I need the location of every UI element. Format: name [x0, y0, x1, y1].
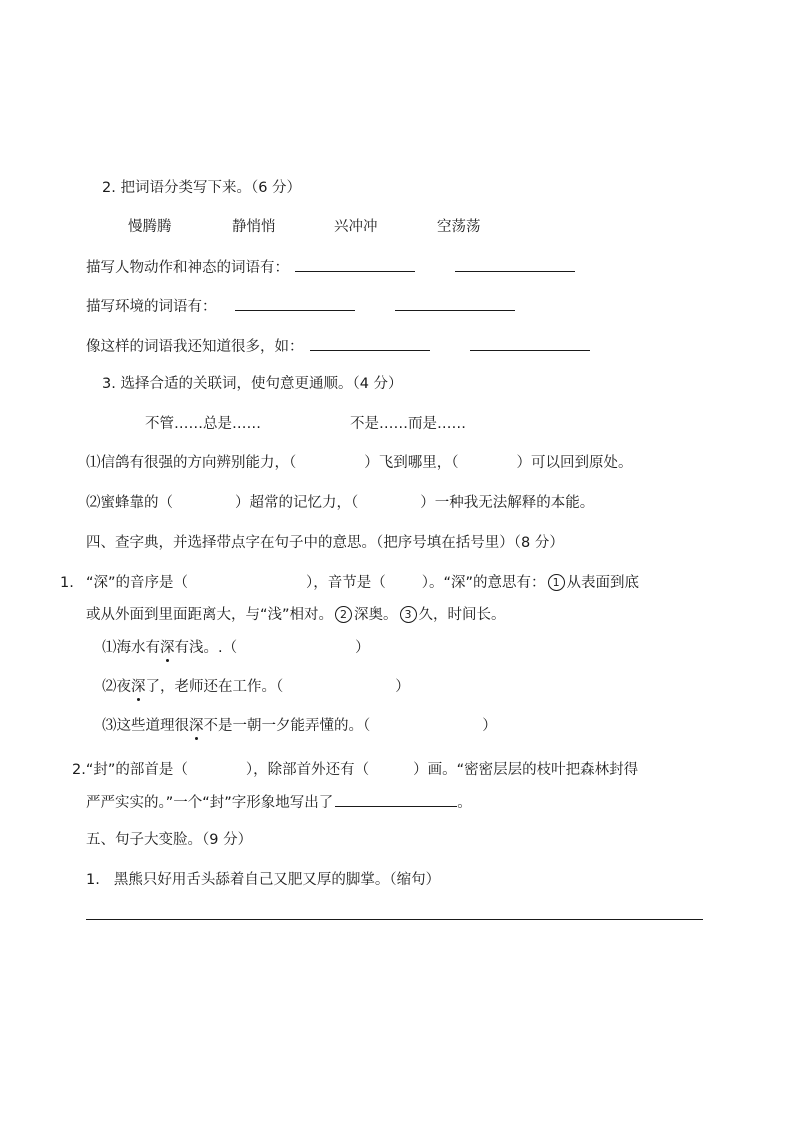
s4-s1-post: 有浅。.（	[174, 640, 238, 656]
q2-line-1	[86, 257, 575, 278]
s4-sentence-3	[102, 716, 497, 736]
s4-item2-a: 2.“封”的部首是（	[72, 762, 188, 778]
answer-blank[interactable]	[455, 257, 575, 272]
section4-title: 四、查字典，并选择带点字在句子中的意思。（把序号填在括号里）（8 分）	[86, 535, 564, 551]
s4-item2-c: ）画。“密密层层的枝叶把森林封得	[413, 762, 639, 778]
q3-s1-part-b: ）飞到哪里，（	[364, 455, 459, 471]
dotted-char: 深	[160, 640, 175, 656]
s4-item1-f: 深奥。	[354, 607, 398, 623]
s4-s2-end: ）	[395, 679, 410, 695]
circled-number-3: 3	[400, 606, 417, 623]
s4-item1-b: ），音节是（	[306, 575, 386, 591]
s4-s1-end: ）	[355, 640, 370, 656]
word-2: 静悄悄	[232, 219, 276, 235]
s4-item1-d: 从表面到底	[566, 575, 640, 591]
answer-blank[interactable]	[395, 296, 515, 311]
s4-s3-end: ）	[482, 718, 497, 734]
s4-s2-pre: ⑵夜	[102, 679, 131, 695]
circled-number-2: 2	[335, 606, 352, 623]
s4-item1-line2	[86, 605, 506, 625]
q3-s2-part-a: ⑵蜜蜂靠的（	[86, 495, 173, 511]
q2-title: 2. 把词语分类写下来。（6 分）	[102, 180, 302, 196]
word-3: 兴冲冲	[334, 219, 378, 235]
q3-s2-part-b: ）超常的记忆力，（	[235, 495, 359, 511]
word-4: 空荡荡	[437, 219, 481, 235]
answer-blank[interactable]	[335, 792, 457, 807]
s4-item1-c: ）。“深”的意思有：	[421, 575, 546, 591]
q3-sentence-1	[86, 453, 633, 473]
dotted-char: 深	[131, 679, 146, 695]
s4-sentence-2	[102, 677, 410, 697]
s5-item1	[86, 870, 440, 890]
s4-item2-line1	[72, 760, 638, 780]
answer-blank[interactable]	[310, 336, 430, 351]
s4-item1-num: 1.	[60, 575, 74, 591]
s4-s1-pre: ⑴海水有	[102, 640, 160, 656]
conjunction-option-1: 不管……总是……	[145, 416, 261, 432]
s4-item2-e: 。	[457, 795, 472, 811]
answer-line[interactable]	[86, 919, 703, 920]
s5-item1-num: 1.	[86, 872, 100, 888]
q2-line-1-label: 描写人物动作和神态的词语有：	[86, 260, 289, 276]
answer-blank[interactable]	[470, 336, 590, 351]
q3-sentence-2	[86, 493, 594, 513]
s4-item1-g: 久，时间长。	[418, 607, 506, 623]
word-1: 慢腾腾	[128, 219, 172, 235]
s5-item1-text: 黑熊只好用舌头舔着自己又肥又厚的脚掌。（缩句）	[113, 872, 441, 888]
s4-item1-line1	[86, 573, 639, 593]
s4-item2-d: 严严实实的。”一个“封”字形象地写出了	[86, 795, 334, 811]
q2-line-2	[86, 296, 515, 317]
answer-blank[interactable]	[235, 296, 355, 311]
s4-item1-e: 或从外面到里面距离大，与“浅”相对。	[86, 607, 334, 623]
s4-s3-post: 不是一朝一夕能弄懂的。（	[203, 718, 371, 734]
q3-s1-part-c: ）可以回到原处。	[516, 455, 633, 471]
q2-line-3	[86, 336, 590, 357]
answer-blank[interactable]	[295, 257, 415, 272]
dotted-char: 深	[189, 718, 204, 734]
s4-s3-pre: ⑶这些道理很	[102, 718, 189, 734]
s4-item2-b: ），除部首外还有（	[245, 762, 370, 778]
s4-item1-a: “深”的音序是（	[86, 575, 189, 591]
q3-s2-part-c: ）一种我无法解释的本能。	[420, 495, 595, 511]
s4-s2-post: 了，老师还在工作。（	[145, 679, 284, 695]
q3-s1-part-a: ⑴信鸽有很强的方向辨别能力，（	[86, 455, 297, 471]
q2-line-3-label: 像这样的词语我还知道很多，如：	[86, 339, 304, 355]
s4-sentence-1	[102, 638, 370, 658]
q3-title: 3. 选择合适的关联词，使句意更通顺。（4 分）	[102, 376, 403, 392]
q2-line-2-label: 描写环境的词语有：	[86, 299, 217, 315]
conjunction-option-2: 不是……而是……	[350, 416, 466, 432]
section5-title: 五、句子大变脸。（9 分）	[86, 832, 253, 848]
circled-number-1: 1	[548, 574, 565, 591]
s4-item2-line2	[86, 792, 472, 813]
